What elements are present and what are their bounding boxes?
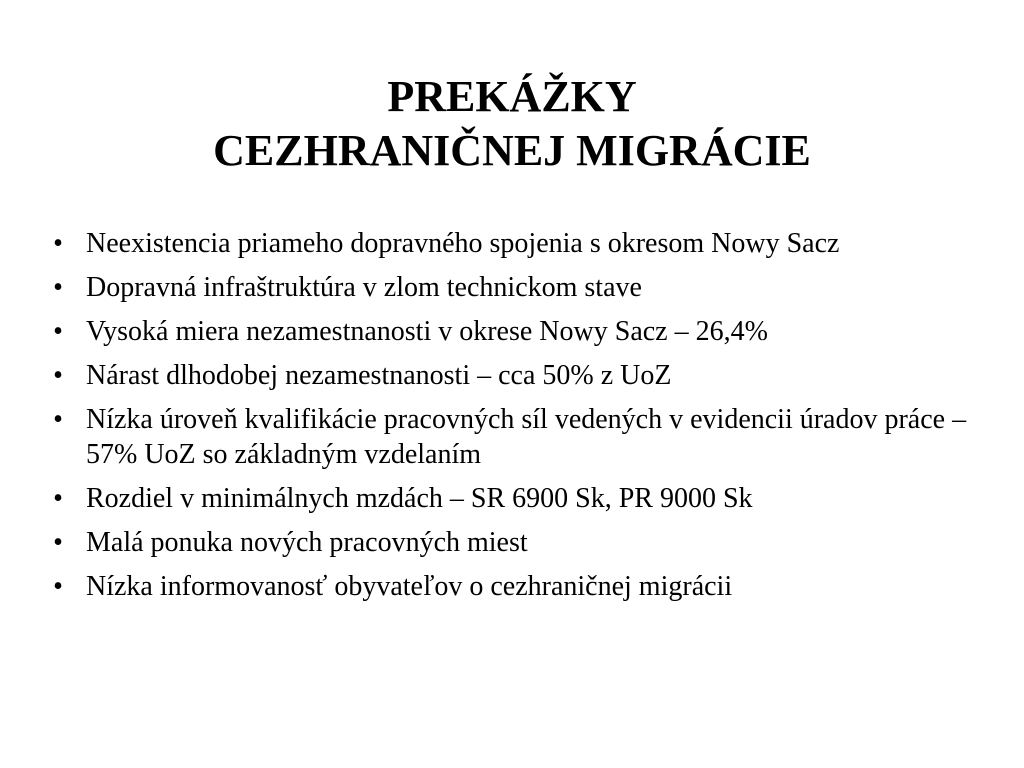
bullet-item [48,358,968,393]
bullet-text: Nízka úroveň kvalifikácie pracovných síl vedených v evidencii úradov práce – 57% UoZ so základným vzdelaním [86,404,967,470]
bullet-item [48,226,968,261]
bullet-item [48,569,968,604]
bullet-text: Nárast dlhodobej nezamestnanosti – cca 50% z UoZ [86,360,672,391]
bullet-text: Neexistencia priameho dopravného spojenia s okresom Nowy Sacz [86,228,840,259]
bullet-text: Vysoká miera nezamestnanosti v okrese Nowy Sacz – 26,4% [86,316,768,347]
title-line-1: PREKÁŽKY [387,72,637,121]
bullet-icon: • [53,527,63,558]
bullet-icon: • [53,360,63,391]
bullet-icon: • [53,483,63,514]
slide-title [0,70,1024,178]
bullet-icon: • [53,316,63,347]
bullet-item [48,481,968,516]
bullet-item [48,270,968,305]
bullet-icon: • [53,404,63,435]
bullet-icon: • [53,272,63,303]
bullet-text: Rozdiel v minimálnych mzdách – SR 6900 Sk, PR 9000 Sk [86,483,753,514]
bullet-text: Nízka informovanosť obyvateľov o cezhraničnej migrácii [86,571,733,602]
bullet-icon: • [53,228,63,259]
bullet-item [48,402,968,472]
bullet-text: Malá ponuka nových pracovných miest [86,527,528,558]
bullet-item [48,314,968,349]
bullet-icon: • [53,571,63,602]
bullet-list [48,226,968,613]
bullet-item [48,525,968,560]
bullet-text: Dopravná infraštruktúra v zlom technickom stave [86,272,642,303]
title-line-2: CEZHRANIČNEJ MIGRÁCIE [213,126,811,175]
